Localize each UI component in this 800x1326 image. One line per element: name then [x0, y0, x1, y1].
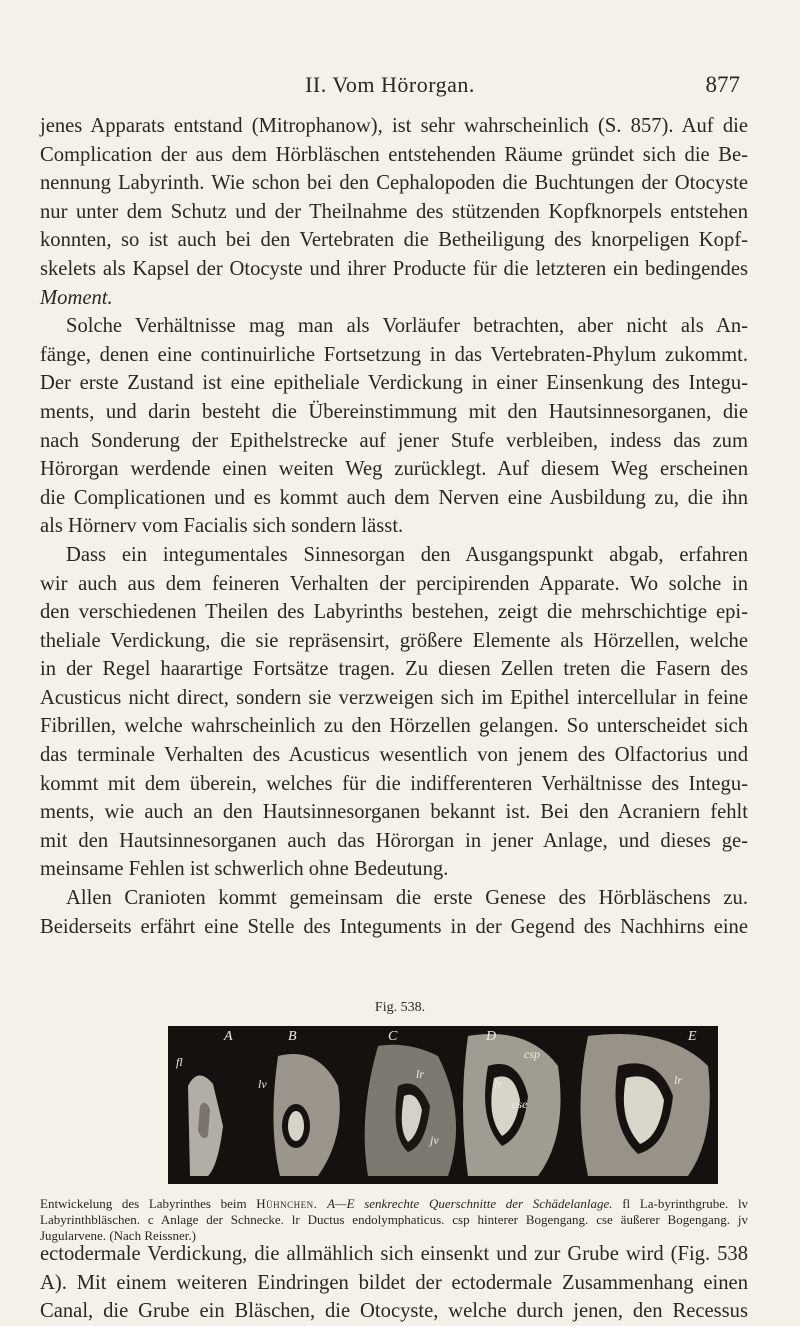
- text-line: fänge, denen eine continuirliche Fortsetzung in das Vertebraten-Phylum zukommt.: [40, 343, 748, 366]
- caption-text: cse äußerer Bogengang.: [596, 1212, 731, 1227]
- caption-text: fl La-byrinthgrube.: [622, 1196, 729, 1211]
- text-line: das terminale Verhalten des Acusticus wesentlich von jenem des Olfactorius und: [40, 744, 748, 767]
- text-line: Fibrillen, welche wahrscheinlich zu den Hörzellen gelangen. So unterscheidet sich: [40, 715, 748, 738]
- caption-text: jv Jugularvene.: [40, 1212, 749, 1243]
- paragraph-3: [40, 541, 748, 884]
- paragraph-1: [40, 112, 748, 312]
- panel-label: E: [688, 1029, 697, 1044]
- text-line: ectodermale Verdickung, die allmählich sich einsenkt und zur Grube wird (Fig. 538: [40, 1243, 748, 1265]
- text-line: nach Sonderung der Epithelstrecke auf jener Stufe verbleiben, indess das zum: [40, 429, 748, 452]
- caption-text: Entwickelung des Labyrinthes beim: [40, 1196, 247, 1211]
- figure-label: Fig. 538.: [374, 1000, 426, 1015]
- running-header: [40, 72, 740, 102]
- figure-caption: [40, 1196, 748, 1244]
- text-line: nur unter dem Schutz und der Theilnahme des stützenden Kopfknorpels entstehen: [40, 200, 748, 223]
- text-line: skelets als Kapsel der Otocyste und ihrer Producte für die letzteren ein bedingendes: [40, 257, 748, 280]
- caption-text: lv Labyrinthbläschen.: [40, 1196, 749, 1227]
- text-line: Hörorgan werdende einen weiten Weg zurücklegt. Auf diesem Weg erscheinen: [40, 458, 748, 481]
- figure-mark: lv: [258, 1077, 267, 1091]
- text-line: Solche Verhältnisse mag man als Vorläufer betrachten, aber nicht als An-: [66, 315, 748, 338]
- continuation-text: [40, 1240, 748, 1326]
- panel-e: [581, 1034, 710, 1176]
- figure-image: [168, 1026, 718, 1184]
- text-line: Allen Cranioten kommt gemeinsam die erste Genese des Hörbläschens zu.: [66, 887, 748, 910]
- text-line: Der erste Zustand ist eine epitheliale Verdickung in einer Einsenkung des Integu-: [40, 372, 748, 395]
- figure-mark: csp: [524, 1047, 540, 1061]
- text-line: Moment.: [40, 286, 113, 309]
- running-title: II. Vom Hörorgan.: [305, 72, 475, 97]
- text-line: A). Mit einem weiteren Eindringen bildet der ectodermale Zusammenhang einen: [40, 1271, 748, 1294]
- figure-mark: fl: [176, 1055, 183, 1069]
- embryo-sections-illustration: [168, 1026, 718, 1184]
- text-line: ments, wie auch an den Hautsinnesorganen bekannt ist. Bei den Acraniern fehlt: [40, 801, 748, 824]
- text-line: Beiderseits erfährt eine Stelle des Integuments in der Gegend des Nachhirns eine: [40, 915, 748, 938]
- text-line: mit den Hautsinnesorganen auch das Hörorgan in jener Anlage, und dieses ge-: [40, 829, 748, 852]
- text-line: Complication der aus dem Hörbläschen entstehenden Räume gründet sich die Be-: [40, 143, 748, 166]
- caption-text: (Nach Reissner.): [109, 1228, 196, 1243]
- figure-mark: jv: [430, 1133, 439, 1147]
- text-line: kommt mit dem überein, welches für die indifferenteren Verhältnisse des Integu-: [40, 772, 748, 795]
- text-line: jenes Apparats entstand (Mitrophanow), ist sehr wahrscheinlich (S. 857). Auf die: [40, 115, 748, 137]
- text-line: Dass ein integumentales Sinnesorgan den Ausgangspunkt abgab, erfahren: [66, 543, 748, 566]
- caption-species: Hühnchen.: [256, 1196, 318, 1211]
- caption-text: c Anlage der Schnecke.: [147, 1212, 284, 1227]
- text-line: Canal, die Grube ein Bläschen, die Otocyste, welche durch jenen, den Recessus: [40, 1300, 748, 1323]
- text-line: in der Regel haarartige Fortsätze tragen. Zu diesen Zellen treten die Fasern des: [40, 658, 748, 681]
- text-line: konnten, so ist auch bei den Vertebraten die Betheiligung des knorpeligen Kopf-: [40, 229, 748, 252]
- paragraph-4: [40, 884, 748, 941]
- text-line: Acusticus nicht direct, sondern sie verzweigen sich im Epithel intercellular in feine: [40, 686, 748, 709]
- figure-mark: cse: [512, 1097, 528, 1111]
- text-line: meinsame Fehlen ist schwerlich ohne Bedeutung.: [40, 858, 449, 881]
- caption-text: lr Ductus endolymphaticus.: [291, 1212, 445, 1227]
- caption-text: A—E senkrechte Querschnitte der Schädelanlage.: [327, 1196, 613, 1211]
- figure-mark: lr: [416, 1067, 425, 1081]
- figure-mark: lr: [494, 1077, 503, 1091]
- paragraph-2: [40, 312, 748, 541]
- text-line: die Complicationen und es kommt auch dem Nerven eine Ausbildung zu, die ihn: [40, 486, 748, 509]
- text-line: wir auch aus dem feineren Verhalten der percipirenden Apparate. Wo solche in: [40, 572, 748, 595]
- text-line: den verschiedenen Theilen des Labyrinths bestehen, zeigt die mehrschichtige epi-: [40, 601, 748, 624]
- text-line: nennung Labyrinth. Wie schon bei den Cephalopoden die Buchtungen der Otocyste: [40, 172, 748, 195]
- text-line: theliale Verdickung, die sie repräsensirt, größere Elemente als Hörzellen, welche: [40, 629, 748, 652]
- text-line: ments, und darin besteht die Übereinstimmung mit den Hautsinnesorganen, die: [40, 400, 748, 423]
- panel-label: C: [388, 1029, 398, 1044]
- figure-mark: lr: [674, 1073, 683, 1087]
- panel-label: A: [224, 1029, 233, 1044]
- page-number: 877: [705, 72, 740, 97]
- panel-label: B: [288, 1029, 297, 1044]
- caption-text: csp hinterer Bogengang.: [452, 1212, 589, 1227]
- panel-label: D: [486, 1029, 497, 1044]
- main-text: [40, 112, 748, 941]
- text-line: als Hörnerv vom Facialis sich sondern lässt.: [40, 515, 404, 538]
